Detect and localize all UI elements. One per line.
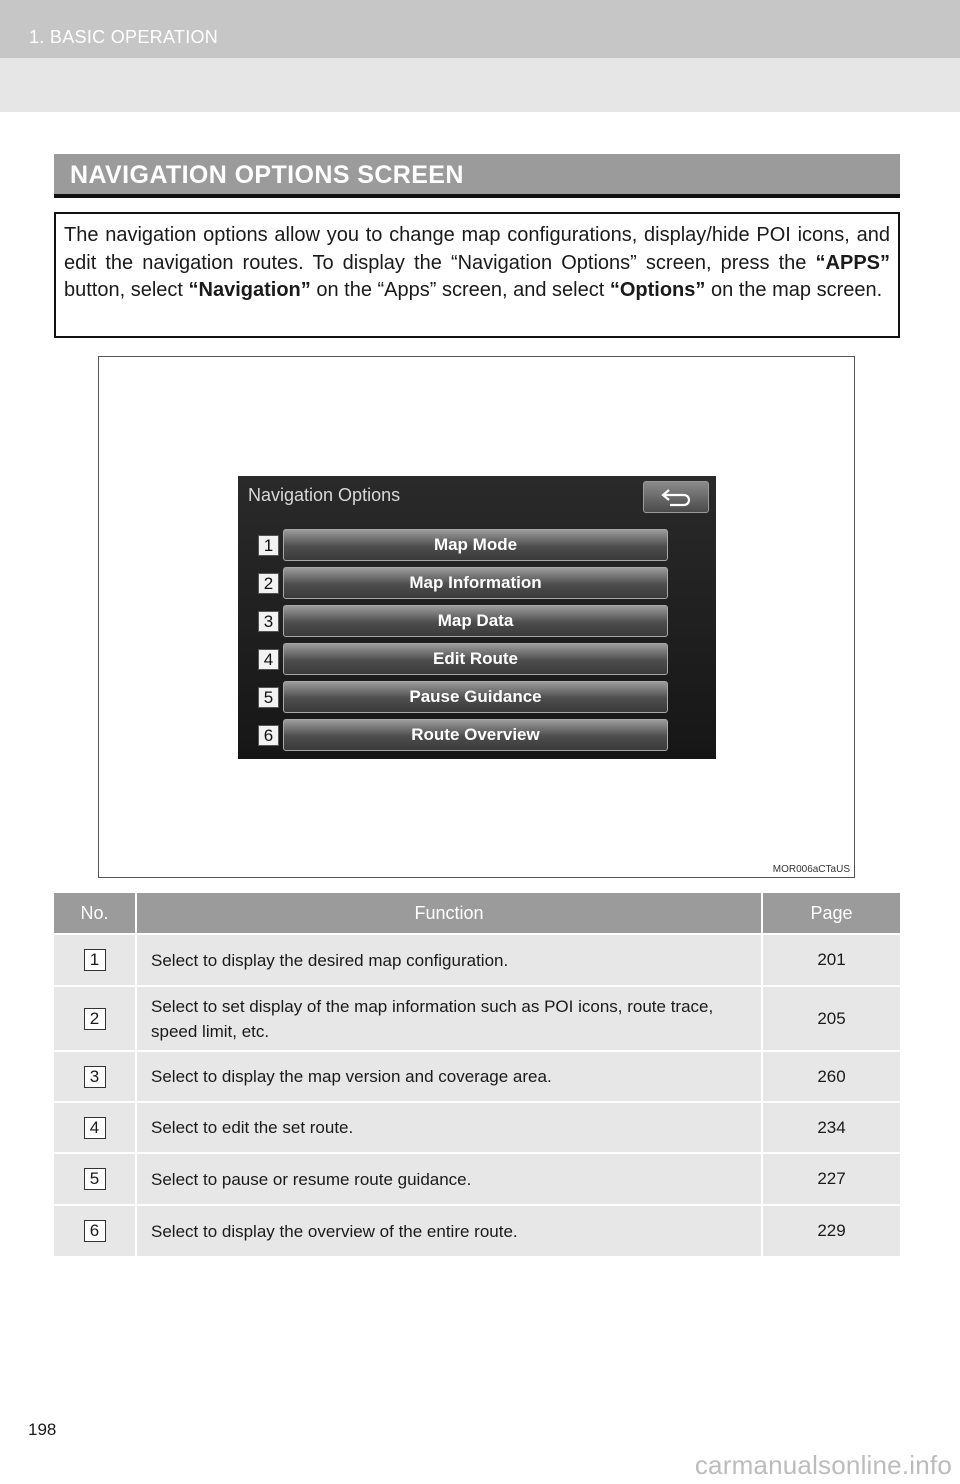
map-information-button[interactable]: Map Information <box>283 567 668 599</box>
menu-row-map-information <box>238 567 716 605</box>
callout-number: 1 <box>258 535 279 556</box>
menu-row-pause-guidance <box>238 681 716 719</box>
number-box: 5 <box>84 1168 106 1190</box>
row-number <box>54 1102 136 1153</box>
callout-number: 4 <box>258 649 279 670</box>
section-heading: NAVIGATION OPTIONS SCREEN <box>70 161 464 189</box>
function-table <box>54 893 900 1256</box>
number-box: 1 <box>84 949 106 971</box>
row-function: Select to set display of the map information such as POI icons, route trace, speed limit, etc. <box>136 986 762 1051</box>
options-menu <box>238 529 716 757</box>
row-page: 234 <box>762 1102 900 1153</box>
menu-row-edit-route <box>238 643 716 681</box>
callout-number: 6 <box>258 725 279 746</box>
intro-text-4: on the map screen. <box>705 279 883 301</box>
back-arrow-icon <box>660 487 694 507</box>
section-heading-bar <box>54 154 900 198</box>
map-mode-button[interactable]: Map Mode <box>283 529 668 561</box>
number-box: 3 <box>84 1066 106 1088</box>
table-row <box>54 1051 900 1102</box>
intro-paragraph <box>54 212 900 338</box>
number-box: 4 <box>84 1117 106 1139</box>
menu-row-route-overview <box>238 719 716 757</box>
section-title: 1. BASIC OPERATION <box>29 27 219 47</box>
row-function: Select to edit the set route. <box>136 1102 762 1153</box>
callout-number: 3 <box>258 611 279 632</box>
table-header-row <box>54 893 900 934</box>
intro-navigation-name: “Navigation” <box>188 279 311 301</box>
menu-row-map-data <box>238 605 716 643</box>
table-row <box>54 934 900 986</box>
intro-text-1: The navigation options allow you to change map configurations, display/hide POI icons, and edit the navigation routes. To display the “Navigation Options” screen, press the <box>64 224 890 274</box>
row-page: 260 <box>762 1051 900 1102</box>
row-page: 227 <box>762 1153 900 1205</box>
page-number: 198 <box>28 1420 57 1439</box>
callout-number: 5 <box>258 687 279 708</box>
row-number <box>54 1205 136 1256</box>
row-function: Select to display the desired map configuration. <box>136 934 762 986</box>
table-row <box>54 1205 900 1256</box>
figure-code: MOR006aCTaUS <box>772 864 850 875</box>
route-overview-button[interactable]: Route Overview <box>283 719 668 751</box>
row-page: 229 <box>762 1205 900 1256</box>
edit-route-button[interactable]: Edit Route <box>283 643 668 675</box>
header-page: Page <box>762 893 900 934</box>
header-function: Function <box>136 893 762 934</box>
intro-text-3: on the “Apps” screen, and select <box>310 279 610 301</box>
table-row <box>54 1102 900 1153</box>
row-number <box>54 1153 136 1205</box>
watermark: carmanualsonline.info <box>694 1450 952 1480</box>
header-bar <box>0 0 960 58</box>
intro-text-2: button, select <box>64 279 189 301</box>
pause-guidance-button[interactable]: Pause Guidance <box>283 681 668 713</box>
callout-number: 2 <box>258 573 279 594</box>
number-box: 6 <box>84 1220 106 1242</box>
row-page: 201 <box>762 934 900 986</box>
row-number <box>54 1051 136 1102</box>
navigation-options-screen <box>238 476 716 759</box>
row-function: Select to pause or resume route guidance. <box>136 1153 762 1205</box>
row-number <box>54 986 136 1051</box>
menu-row-map-mode <box>238 529 716 567</box>
screen-title: Navigation Options <box>248 485 401 505</box>
row-number <box>54 934 136 986</box>
row-function: Select to display the overview of the entire route. <box>136 1205 762 1256</box>
header-no: No. <box>54 893 136 934</box>
table-row <box>54 986 900 1051</box>
screen-figure <box>98 356 855 878</box>
row-page: 205 <box>762 986 900 1051</box>
back-button[interactable] <box>643 481 709 513</box>
intro-apps-button-name: “APPS” <box>815 251 890 274</box>
intro-options-name: “Options” <box>609 279 706 301</box>
table-row <box>54 1153 900 1205</box>
map-data-button[interactable]: Map Data <box>283 605 668 637</box>
number-box: 2 <box>84 1008 106 1030</box>
row-function: Select to display the map version and coverage area. <box>136 1051 762 1102</box>
